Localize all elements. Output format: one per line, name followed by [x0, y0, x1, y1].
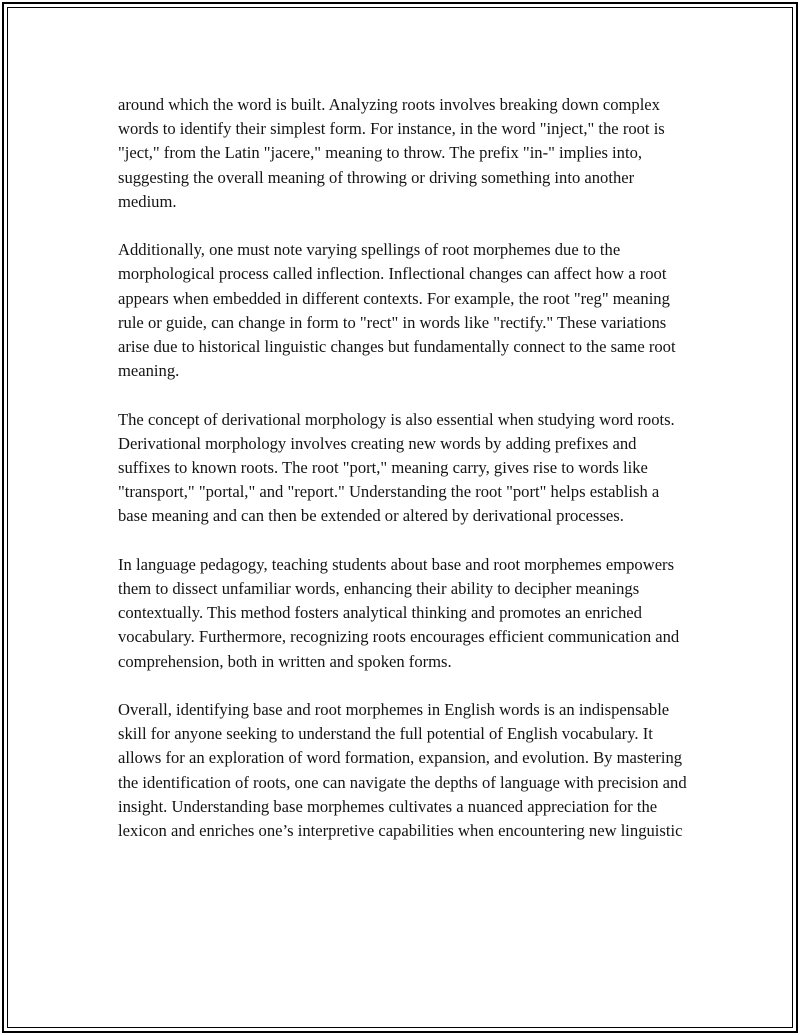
paragraph-derivational-morphology: The concept of derivational morphology is also essential when studying word roots. Derivational morphology involves creating new words by adding prefixes and suffixes to known roots. The root "port," meaning carry, gives rise to words like "transport," "portal," and "report." Understanding the root "port" helps establish a base meaning and can then be extended or altered by derivational processes.: [118, 409, 675, 526]
paragraph-language-pedagogy: In language pedagogy, teaching students about base and root morphemes empowers them to dissect unfamiliar words, enhancing their ability to decipher meanings contextually. This method fosters analytical thinking and promotes an enriched vocabulary. Furthermore, recognizing roots encourages efficient communication and comprehension, both in written and spoken forms.: [118, 554, 680, 671]
paragraph-overall: Overall, identifying base and root morphemes in English words is an indispensable skill for anyone seeking to understand the full potential of English vocabulary. It allows for an exploration of word formation, expansion, and evolution. By mastering the identification of roots, one can navigate the depths of language with precision and insight. Understanding base morphemes cultivates a nuanced appreciation for the lexicon and enriches one’s interpretive capabilities when encountering new linguistic: [118, 700, 687, 841]
paragraph-roots-analysis: around which the word is built. Analyzing roots involves breaking down complex words to identify their simplest form. For instance, in the word "inject," the root is "ject," from the Latin "jacere," meaning to throw. The prefix "in-" implies into, suggesting the overall meaning of throwing or driving something into another medium.: [118, 95, 665, 211]
paragraph-inflection: Additionally, one must note varying spellings of root morphemes due to the morphological process called inflection. Inflectional changes can affect how a root appears when embedded in different contexts. For example, the root "reg" meaning rule or guide, can change in form to "rect" in words like "rectify." These variations arise due to historical linguistic changes but fundamentally connect to the same root meaning.: [118, 240, 676, 381]
document-body: [118, 93, 690, 843]
